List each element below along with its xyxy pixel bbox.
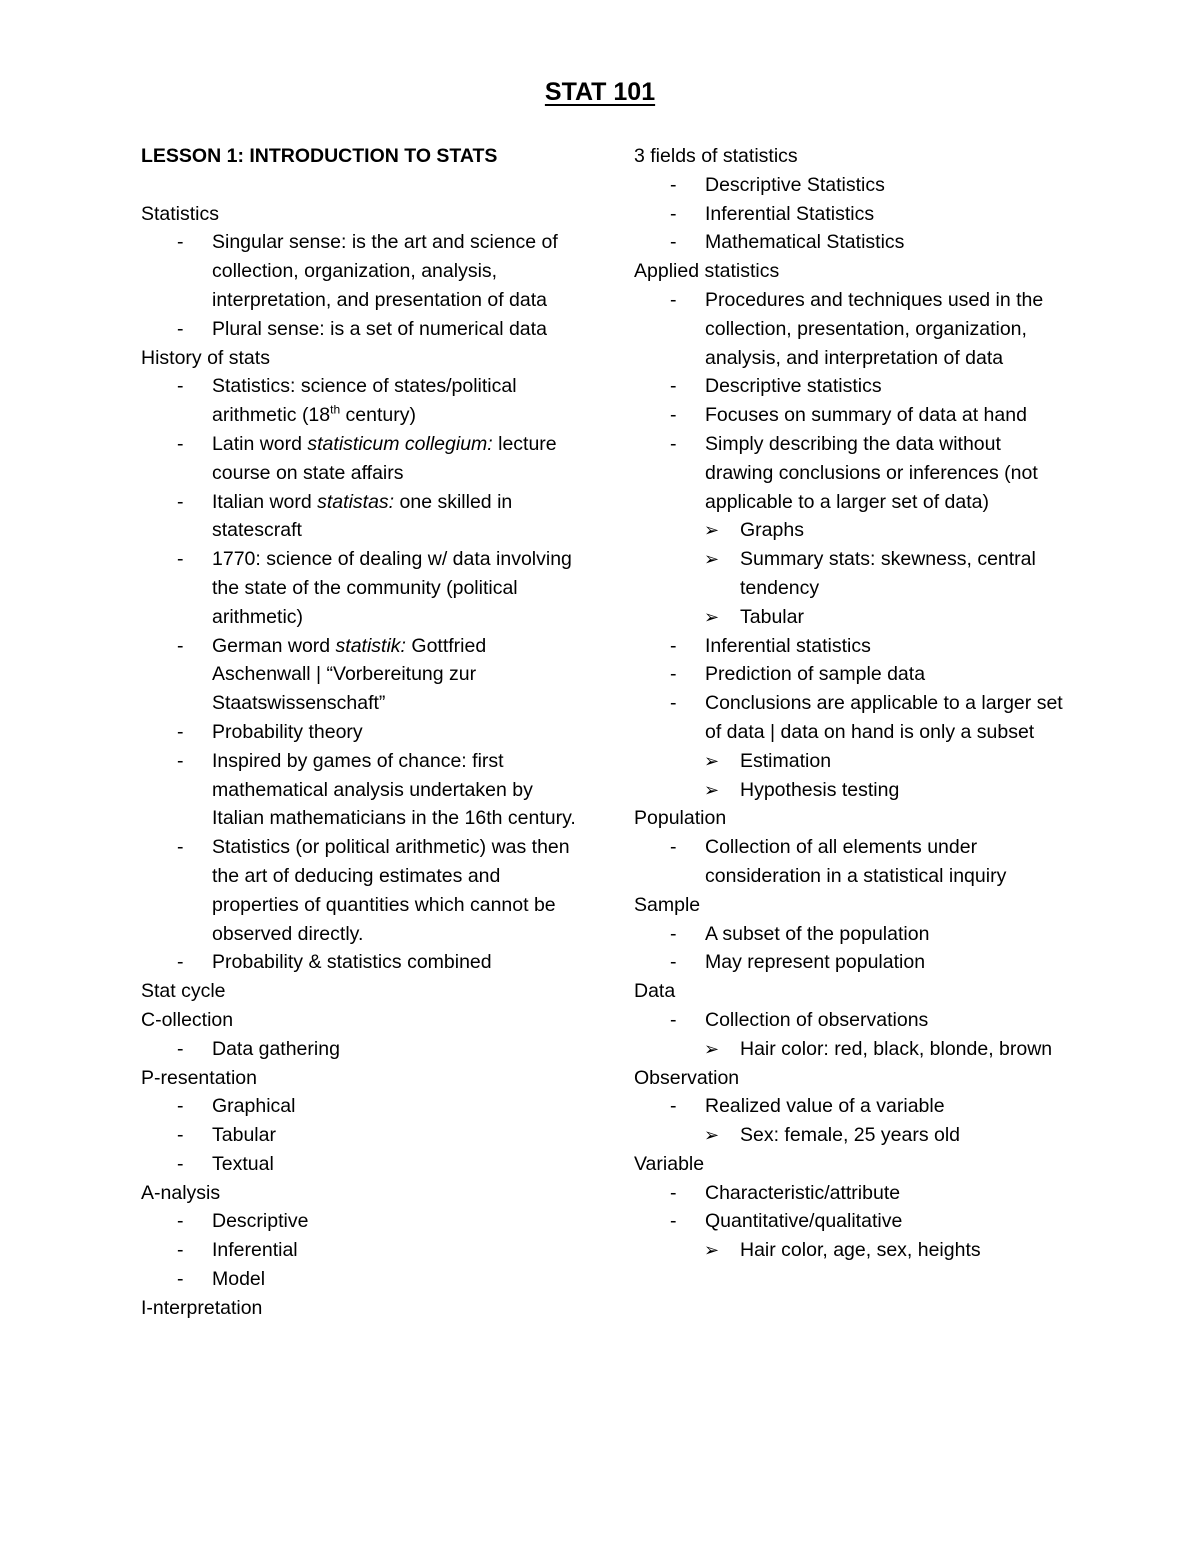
list-item: - Statistics (or political arithmetic) was then the art of deducing estimates and properties of quantities which cannot be observed directly. [141, 833, 581, 948]
list-item: - Realized value of a variable [634, 1092, 1074, 1121]
dash-marker: - [670, 375, 677, 398]
dash-marker: - [177, 634, 184, 657]
sub-list-item: ➢ Sex: female, 25 years old [634, 1121, 1074, 1150]
sub-list-item: ➢ Graphs [634, 516, 1074, 545]
list-item: - Inferential Statistics [634, 200, 1074, 229]
list-item: - Prediction of sample data [634, 660, 1074, 689]
dash-marker: - [670, 1210, 677, 1233]
sub-list-item: ➢ Summary stats: skewness, central tendency [634, 545, 1074, 603]
list-item: - Procedures and techniques used in the collection, presentation, organization, analysis, and interpretation of data [634, 286, 1074, 372]
list-item: - Textual [141, 1150, 581, 1179]
list-item: - Descriptive Statistics [634, 171, 1074, 200]
sample-heading: Sample [634, 893, 701, 916]
list-item: - Inferential statistics [634, 632, 1074, 661]
lesson-heading: LESSON 1: INTRODUCTION TO STATS [141, 145, 498, 167]
list-item: - Mathematical Statistics [634, 228, 1074, 257]
dash-marker: - [177, 432, 184, 455]
dash-marker: - [670, 1008, 677, 1031]
list-item: - Data gathering [141, 1035, 581, 1064]
arrow-bullet-icon: ➢ [704, 606, 720, 627]
left-column [141, 142, 581, 1323]
dash-marker: - [670, 288, 677, 311]
dash-marker: - [177, 548, 184, 571]
analysis-heading: A-nalysis [141, 1181, 221, 1204]
fields-heading: 3 fields of statistics [634, 145, 798, 167]
list-item: - Italian word statistas: one skilled in statescraft [141, 488, 581, 546]
dash-marker: - [670, 173, 677, 196]
arrow-bullet-icon: ➢ [704, 549, 720, 570]
dash-marker: - [177, 1037, 184, 1060]
dash-marker: - [670, 951, 677, 974]
dash-marker: - [177, 1152, 184, 1175]
list-item: - Conclusions are applicable to a larger set of data | data on hand is only a subset [634, 689, 1074, 747]
observation-heading: Observation [634, 1066, 740, 1089]
sub-list-item: ➢ Tabular [634, 603, 1074, 632]
dash-marker: - [177, 951, 184, 974]
list-item: - German word statistik: Gottfried Aschenwall | “Vorbereitung zur Staatswissenschaft” [141, 632, 581, 718]
sub-list-item: ➢ Hair color: red, black, blonde, brown [634, 1035, 1074, 1064]
arrow-bullet-icon: ➢ [704, 1240, 720, 1261]
right-column [634, 142, 1074, 1265]
dash-marker: - [177, 231, 184, 254]
arrow-bullet-icon: ➢ [704, 750, 720, 771]
sub-list-item: ➢ Hair color, age, sex, heights [634, 1236, 1074, 1265]
variable-heading: Variable [634, 1152, 705, 1175]
statistics-heading: Statistics [141, 202, 220, 225]
dash-marker: - [177, 317, 184, 340]
dash-marker: - [177, 749, 184, 772]
dash-marker: - [670, 634, 677, 657]
list-item: - Focuses on summary of data at hand [634, 401, 1074, 430]
dash-marker: - [177, 1239, 184, 1262]
data-heading: Data [634, 980, 676, 1003]
list-item: - Quantitative/qualitative [634, 1207, 1074, 1236]
list-item: - Graphical [141, 1092, 581, 1121]
list-item: - Collection of all elements under consideration in a statistical inquiry [634, 833, 1074, 891]
dash-marker: - [177, 836, 184, 859]
dash-marker: - [670, 432, 677, 455]
dash-marker: - [670, 1181, 677, 1204]
dash-marker: - [177, 720, 184, 743]
list-item: - 1770: science of dealing w/ data involving the state of the community (political arithmetic) [141, 545, 581, 631]
dash-marker: - [177, 375, 184, 398]
interpretation-heading: I-nterpretation [141, 1296, 263, 1319]
arrow-bullet-icon: ➢ [704, 779, 720, 800]
list-item: - Collection of observations [634, 1006, 1074, 1035]
applied-statistics-heading: Applied statistics [634, 260, 780, 283]
dash-marker: - [670, 922, 677, 945]
dash-marker: - [670, 231, 677, 254]
list-item: - Characteristic/attribute [634, 1179, 1074, 1208]
stat-cycle-heading: Stat cycle [141, 980, 226, 1003]
dash-marker: - [670, 404, 677, 427]
arrow-bullet-icon: ➢ [704, 1038, 720, 1059]
list-item: - Probability theory [141, 718, 581, 747]
list-item: - Simply describing the data without drawing conclusions or inferences (not applicable to a larger set of data) [634, 430, 1074, 516]
dash-marker: - [177, 1124, 184, 1147]
list-item: - Plural sense: is a set of numerical data [141, 315, 581, 344]
page-title: STAT 101 [544, 78, 656, 106]
population-heading: Population [634, 807, 727, 830]
presentation-heading: P-resentation [141, 1066, 257, 1089]
dash-marker: - [670, 202, 677, 225]
dash-marker: - [670, 692, 677, 715]
arrow-bullet-icon: ➢ [704, 520, 720, 541]
sub-list-item: ➢ Estimation [634, 747, 1074, 776]
list-item: - Model [141, 1265, 581, 1294]
list-item: - Singular sense: is the art and science of collection, organization, analysis, interpretation, and presentation of data [141, 228, 581, 314]
list-item: - Inferential [141, 1236, 581, 1265]
list-item: - May represent population [634, 948, 1074, 977]
list-item: - Tabular [141, 1121, 581, 1150]
dash-marker: - [177, 1268, 184, 1291]
arrow-bullet-icon: ➢ [704, 1125, 720, 1146]
list-item: - Descriptive [141, 1207, 581, 1236]
list-item: - Latin word statisticum collegium: lecture course on state affairs [141, 430, 581, 488]
dash-marker: - [670, 663, 677, 686]
dash-marker: - [670, 836, 677, 859]
sub-list-item: ➢ Hypothesis testing [634, 776, 1074, 805]
dash-marker: - [177, 1210, 184, 1233]
history-heading: History of stats [141, 346, 270, 369]
list-item: - Probability & statistics combined [141, 948, 581, 977]
list-item: - A subset of the population [634, 920, 1074, 949]
collection-heading: C-ollection [141, 1008, 234, 1031]
dash-marker: - [177, 1095, 184, 1118]
dash-marker: - [177, 490, 184, 513]
list-item: - Statistics: science of states/political arithmetic (18th century) [141, 372, 581, 430]
list-item: - Descriptive statistics [634, 372, 1074, 401]
list-item: - Inspired by games of chance: first mathematical analysis undertaken by Italian mathematicians in the 16th century. [141, 747, 581, 833]
dash-marker: - [670, 1095, 677, 1118]
